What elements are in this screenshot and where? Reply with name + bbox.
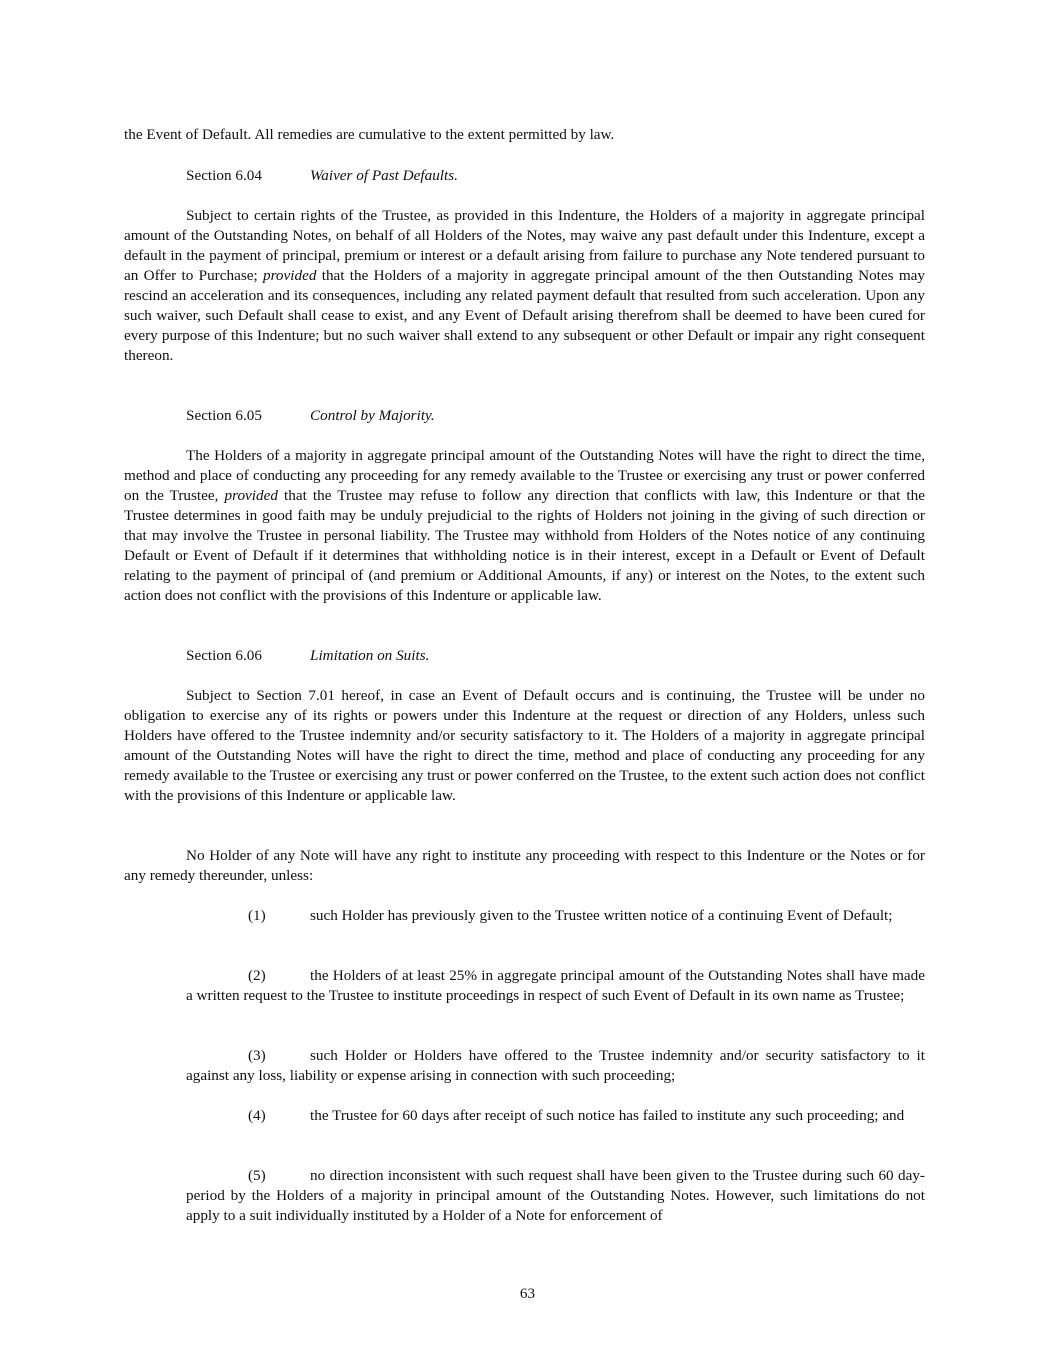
paragraph: Subject to certain rights of the Trustee, as provided in this Indenture, the Holders of a majority in aggregate principal amount of the Outstanding Notes, on behalf of all Holders of the Notes, may waive any past default under this Indenture, except a default in the payment of principal, premium or interest or a default arising from failure to purchase any Note tendered pursuant to an Offer to Purchase; provided that the Holders of a majority in aggregate principal amount of the then Outstanding Notes may rescind an acceleration and its consequences, including any related payment default that resulted from such acceleration. Upon any such waiver, such Default shall cease to exist, and any Event of Default arising therefrom shall be deemed to have been cured for every purpose of this Indenture; but no such waiver shall extend to any subsequent or other Default or impair any right consequent thereon. [124, 207, 925, 364]
section-6-06-heading [186, 646, 429, 666]
list-item [186, 966, 925, 1006]
list-item [186, 906, 925, 926]
list-item [186, 1106, 925, 1126]
section-6-05-body [124, 446, 925, 606]
list-item-text: such Holder or Holders have offered to the Trustee indemnity and/or security satisfactory to it against any loss, liability or expense arising in connection with such proceeding; [186, 1047, 925, 1084]
section-6-06-body-2 [124, 846, 925, 886]
page-number: 63 [519, 1285, 536, 1302]
list-item-text: the Holders of at least 25% in aggregate principal amount of the Outstanding Notes shall have made a written request to the Trustee to institute proceedings in respect of such Event of Default in its own name as Trustee; [186, 967, 925, 1004]
section-title: Waiver of Past Defaults. [310, 167, 458, 184]
paragraph: Subject to Section 7.01 hereof, in case an Event of Default occurs and is continuing, the Trustee will be under no obligation to exercise any of its rights or powers under this Indenture at the request or direction of any Holders, unless such Holders have offered to the Trustee indemnity and/or security satisfactory to it. The Holders of a majority in aggregate principal amount of the Outstanding Notes will have the right to direct the time, method and place of conducting any proceeding for any remedy available to the Trustee or exercising any trust or power conferred on the Trustee, to the extent such action does not conflict with the provisions of this Indenture or applicable law. [124, 687, 925, 804]
lead-paragraph [124, 125, 925, 145]
section-6-04-body [124, 206, 925, 366]
list-item-text: such Holder has previously given to the Trustee written notice of a continuing Event of Default; [310, 907, 893, 924]
section-6-04-heading [186, 166, 458, 186]
paragraph: No Holder of any Note will have any right to institute any proceeding with respect to this Indenture or the Notes or for any remedy thereunder, unless: [124, 847, 925, 884]
list-item-number: (1) [248, 907, 266, 924]
list-item-number: (5) [248, 1167, 266, 1184]
section-title: Control by Majority. [310, 407, 435, 424]
section-number: Section 6.05 [186, 407, 262, 424]
list-item [186, 1046, 925, 1086]
section-number: Section 6.04 [186, 167, 262, 184]
section-6-05-heading [186, 406, 435, 426]
list-item-number: (2) [248, 967, 266, 984]
list-item-number: (3) [248, 1047, 266, 1064]
lead-text: the Event of Default. All remedies are cumulative to the extent permitted by law. [124, 126, 615, 143]
paragraph: The Holders of a majority in aggregate principal amount of the Outstanding Notes will have the right to direct the time, method and place of conducting any proceeding for any remedy available to the Trustee or exercising any trust or power conferred on the Trustee, provided that the Trustee may refuse to follow any direction that conflicts with law, this Indenture or that the Trustee determines in good faith may be unduly prejudicial to the rights of Holders not joining in the giving of such direction or that may involve the Trustee in personal liability. The Trustee may withhold from Holders of the Notes notice of any continuing Default or Event of Default if it determines that withholding notice is in their interest, except in a Default or Event of Default relating to the payment of principal of (and premium or Additional Amounts, if any) or interest on the Notes, to the extent such action does not conflict with the provisions of this Indenture or applicable law. [124, 447, 925, 604]
section-title: Limitation on Suits. [310, 647, 430, 664]
section-number: Section 6.06 [186, 647, 262, 664]
list-item-number: (4) [248, 1107, 266, 1124]
list-item-text: no direction inconsistent with such request shall have been given to the Trustee during such 60 day-period by the Holders of a majority in principal amount of the Outstanding Notes. However, such limitations do not apply to a suit individually instituted by a Holder of a Note for enforcement of [186, 1167, 925, 1224]
section-6-06-body [124, 686, 925, 806]
list-item [186, 1166, 925, 1226]
list-item-text: the Trustee for 60 days after receipt of such notice has failed to institute any such proceeding; and [310, 1107, 905, 1124]
